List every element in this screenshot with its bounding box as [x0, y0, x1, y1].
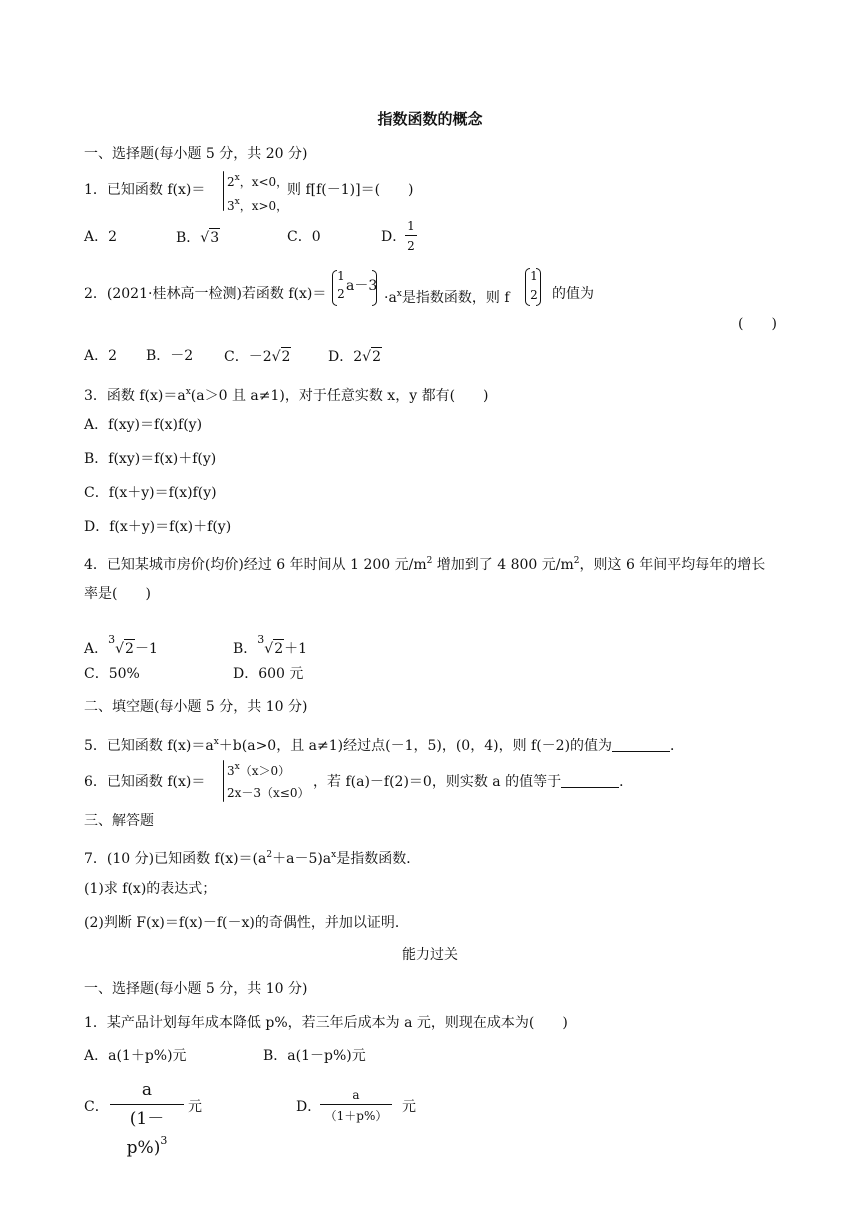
q1-stem-prefix: 1．已知函数 f(x)＝ [84, 182, 206, 198]
q2-option-d: D．2√2 [328, 349, 381, 365]
q3-stem: 3．函数 $f(x)=a^x(a>0$ 且 a≠1)，对于任意实数 x，y 都有( ) [84, 387, 489, 404]
subtitle-ability: 能力过关 [402, 947, 458, 963]
section-ability-choice-heading: 一、选择题(每小题 5 分，共 10 分) [84, 981, 308, 997]
section-choice-heading: 一、选择题(每小题 5 分，共 20 分) [84, 146, 308, 162]
q4-stem-line1: 4．已知某城市房价(均价)经过 6 年时间从 1 200 元$/m^2$ 增加到了 4 800 元$/m^2$，则这 6 年间平均每年的增长 [84, 556, 766, 573]
q3-option-a: A．f(xy)＝f(x)f(y) [84, 417, 203, 433]
q2-arg-num: 1 [530, 269, 538, 283]
q4-option-a: A．$^3$√2－1 [84, 633, 158, 657]
p1-option-d-bar [320, 1104, 392, 1105]
page-title: 指数函数的概念 [377, 110, 483, 128]
q1-option-d-den: 2 [407, 239, 415, 253]
q2-option-b: B．－2 [146, 348, 194, 364]
q1-stem-suffix: 则 f[f(－1)]＝( ) [287, 182, 414, 198]
q2-option-c: C．－2√2 [224, 349, 291, 365]
q1-case2: 3$^x$，x>0， [227, 197, 289, 213]
p1-option-d-den: （1＋p%） [324, 1109, 388, 1123]
q1-option-a: A．2 [84, 229, 118, 245]
q4-stem-line2: 率是( ) [84, 586, 151, 602]
q2-arg-paren-right [536, 268, 541, 306]
q1-case1: 2$^x$，x<0， [227, 173, 289, 189]
q1-option-c: C．0 [287, 229, 321, 245]
p1-option-c-label: C． [84, 1099, 109, 1115]
q1-option-b: B．√3 [176, 230, 220, 246]
q2-stem-prefix: 2．(2021·桂林高一检测)若函数 f(x)＝ [84, 286, 327, 302]
q2-option-a: A．2 [84, 348, 118, 364]
q6-answer-blank[interactable] [561, 773, 619, 788]
p1-option-c-unit: 元 [188, 1099, 202, 1115]
q7-part1: (1)求 f(x)的表达式； [84, 881, 217, 897]
q6-stem-suffix: ，若 f(a)－f(2)＝0，则实数 a 的值等于 ． [313, 774, 634, 790]
p1-option-d-unit: 元 [402, 1099, 416, 1115]
p1-option-b: B．a(1－p%)元 [263, 1048, 366, 1064]
p1-option-c-bar [110, 1104, 184, 1105]
q4-option-c: C．50% [84, 666, 140, 682]
q1-option-d-num: 1 [407, 219, 415, 233]
q2-paren-tail: a－3 [346, 278, 378, 294]
p1-stem: 1．某产品计划每年成本降低 p%，若三年后成本为 a 元，则现在成本为( ) [84, 1015, 568, 1031]
q5-answer-blank[interactable] [612, 737, 670, 752]
p1-option-d-label: D． [296, 1099, 322, 1115]
q3-option-d: D．f(x＋y)＝f(x)＋f(y) [84, 519, 232, 535]
q2-stem-mid: $\cdot a^x$是指数函数，则 f [384, 289, 510, 306]
q3-option-b: B．f(xy)＝f(x)＋f(y) [84, 451, 217, 467]
q1-option-d: D． [381, 229, 407, 245]
q7-stem: 7．(10 分)已知函数 $f(x)=(a^2+a-5)a^x$是指数函数． [84, 850, 421, 867]
section-fill-heading: 二、填空题(每小题 5 分，共 10 分) [84, 699, 308, 715]
q2-arg-den: 2 [530, 288, 538, 302]
q5-stem: 5．已知函数 $f(x)=a^x+b(a>0$，且 a≠1)经过点(－1，5)，(0，4)，则 f(－2)的值为 ． [84, 737, 685, 754]
p1-option-c-den: $(1-p\%)^3$ [126, 1109, 168, 1158]
q6-brace [223, 760, 224, 802]
q6-case1: $3^x(x>0)$ [227, 762, 291, 778]
q2-stem-end: 的值为 [552, 286, 594, 302]
q2-paren-num: 1 [337, 269, 345, 283]
q6-stem-prefix: 6．已知函数 f(x)＝ [84, 774, 206, 790]
section-solve-heading: 三、解答题 [84, 813, 154, 829]
q4-option-b: B．$^3$√2＋1 [233, 633, 308, 657]
p1-option-d-num: a [352, 1088, 360, 1102]
q3-option-c: C．f(x＋y)＝f(x)f(y) [84, 485, 217, 501]
q2-paren-right [372, 270, 377, 306]
q6-case2: 2x－3（x≤0） [227, 786, 310, 800]
q2-answer-bracket: ( ) [738, 316, 777, 332]
q1-option-d-bar [405, 235, 417, 236]
p1-option-a: A．a(1＋p%)元 [84, 1048, 187, 1064]
q4-option-d: D．600 元 [233, 666, 304, 682]
p1-option-c-num: a [141, 1080, 153, 1100]
q1-brace [223, 171, 224, 211]
q7-part2: (2)判断 F(x)＝f(x)－f(－x)的奇偶性，并加以证明． [84, 915, 409, 931]
q2-paren-den: 2 [337, 287, 345, 301]
